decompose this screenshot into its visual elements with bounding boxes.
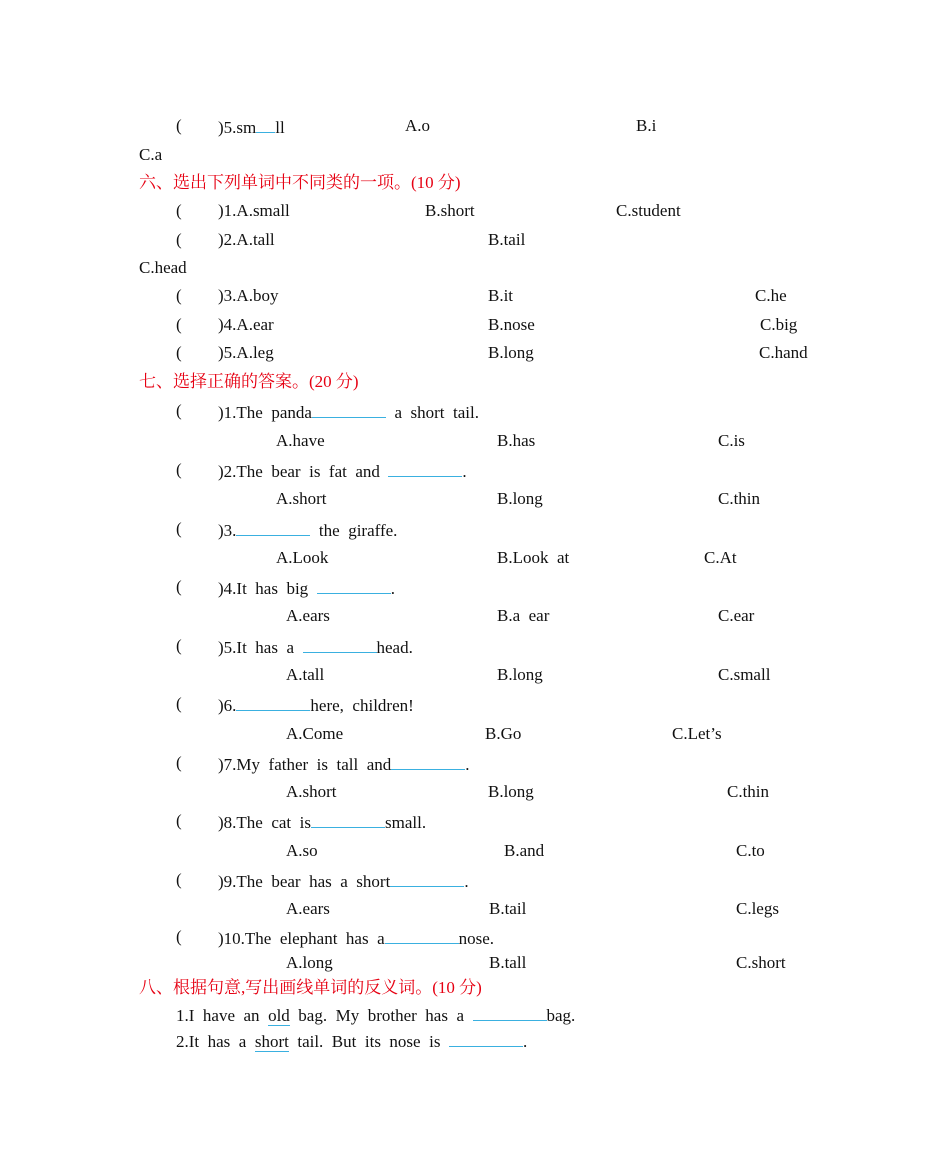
paren: ( — [176, 870, 182, 889]
p7-q1-stem: )1.The panda a short tail. — [218, 403, 479, 422]
question-5-stem: )5.sm ll — [218, 118, 285, 137]
paren: ( — [176, 694, 182, 713]
option-c: C.student — [616, 201, 681, 220]
p7-q9-stem: )9.The bear has a short . — [218, 872, 469, 891]
option-a: A.o — [405, 116, 431, 135]
option-b: B.tail — [489, 899, 527, 918]
option-b: B.Go — [485, 724, 522, 743]
p7-q5-stem: )5.It has a head. — [218, 638, 413, 657]
paren: ( — [176, 401, 182, 420]
option-b: B.long — [488, 782, 534, 801]
option-c: C.thin — [727, 782, 770, 801]
p6-q3: )3.A.boy — [218, 286, 279, 305]
paren: ( — [176, 201, 182, 220]
paren: ( — [176, 753, 182, 772]
option-b: B.long — [488, 343, 534, 362]
option-b: B.Look at — [497, 548, 570, 567]
option-c: C.to — [736, 841, 765, 860]
option-c: C.he — [755, 286, 787, 305]
option-b: B.short — [425, 201, 475, 220]
option-c: C.legs — [736, 899, 779, 918]
option-c: C.big — [760, 315, 798, 334]
option-b: B.it — [488, 286, 514, 305]
paren: ( — [176, 230, 182, 249]
option-c: C.short — [736, 953, 786, 972]
p7-q8-stem: )8.The cat is small. — [218, 813, 427, 832]
option-b: B.nose — [488, 315, 535, 334]
option-a: A.Come — [286, 724, 344, 743]
option-a: A.short — [276, 489, 327, 508]
option-c: C.a — [139, 145, 163, 164]
option-b: B.has — [497, 431, 536, 450]
option-b: B.long — [497, 489, 543, 508]
p7-q2-stem: )2.The bear is fat and . — [218, 462, 467, 481]
option-c: C.ear — [718, 606, 755, 625]
paren: ( — [176, 343, 182, 362]
paren: ( — [176, 927, 182, 946]
paren: ( — [176, 519, 182, 538]
option-b: B.i — [636, 116, 657, 135]
p7-q7-stem: )7.My father is tall and . — [218, 755, 470, 774]
p8-q2: 2.It has a short tail. But its nose is . — [176, 1032, 528, 1051]
paren: ( — [176, 811, 182, 830]
p7-q4-stem: )4.It has big . — [218, 579, 395, 598]
paren: ( — [176, 116, 182, 135]
option-a: A.have — [276, 431, 325, 450]
paren: ( — [176, 286, 182, 305]
section-7-title: 七、选择正确的答案。(20 分) — [139, 372, 359, 391]
paren: ( — [176, 315, 182, 334]
section-8-title: 八、根据句意,写出画线单词的反义词。(10 分) — [139, 978, 482, 997]
option-c: C.At — [704, 548, 737, 567]
p6-q4: )4.A.ear — [218, 315, 274, 334]
option-a: A.ears — [286, 899, 330, 918]
p7-q10-stem: )10.The elephant has a nose. — [218, 929, 495, 948]
option-b: B.long — [497, 665, 543, 684]
option-b: B.and — [504, 841, 545, 860]
option-c: C.Let’s — [672, 724, 722, 743]
p7-q6-stem: )6. here, children! — [218, 696, 414, 715]
option-c: C.small — [718, 665, 771, 684]
p6-q2: )2.A.tall — [218, 230, 275, 249]
option-b: B.tail — [488, 230, 526, 249]
option-a: A.ears — [286, 606, 330, 625]
option-a: A.Look — [276, 548, 329, 567]
option-b: B.a ear — [497, 606, 550, 625]
p6-q1: )1.A.small — [218, 201, 290, 220]
p8-q1: 1.I have an old bag. My brother has a bag. — [176, 1006, 576, 1025]
option-b: B.tall — [489, 953, 527, 972]
option-a: A.tall — [286, 665, 325, 684]
paren: ( — [176, 460, 182, 479]
p6-q5: )5.A.leg — [218, 343, 274, 362]
option-c: C.head — [139, 258, 187, 277]
option-a: A.so — [286, 841, 318, 860]
section-6-title: 六、选出下列单词中不同类的一项。(10 分) — [139, 173, 461, 192]
option-a: A.long — [286, 953, 333, 972]
p7-q3-stem: )3. the giraffe. — [218, 521, 398, 540]
option-a: A.short — [286, 782, 337, 801]
option-c: C.thin — [718, 489, 761, 508]
option-c: C.hand — [759, 343, 808, 362]
paren: ( — [176, 636, 182, 655]
paren: ( — [176, 577, 182, 596]
option-c: C.is — [718, 431, 745, 450]
